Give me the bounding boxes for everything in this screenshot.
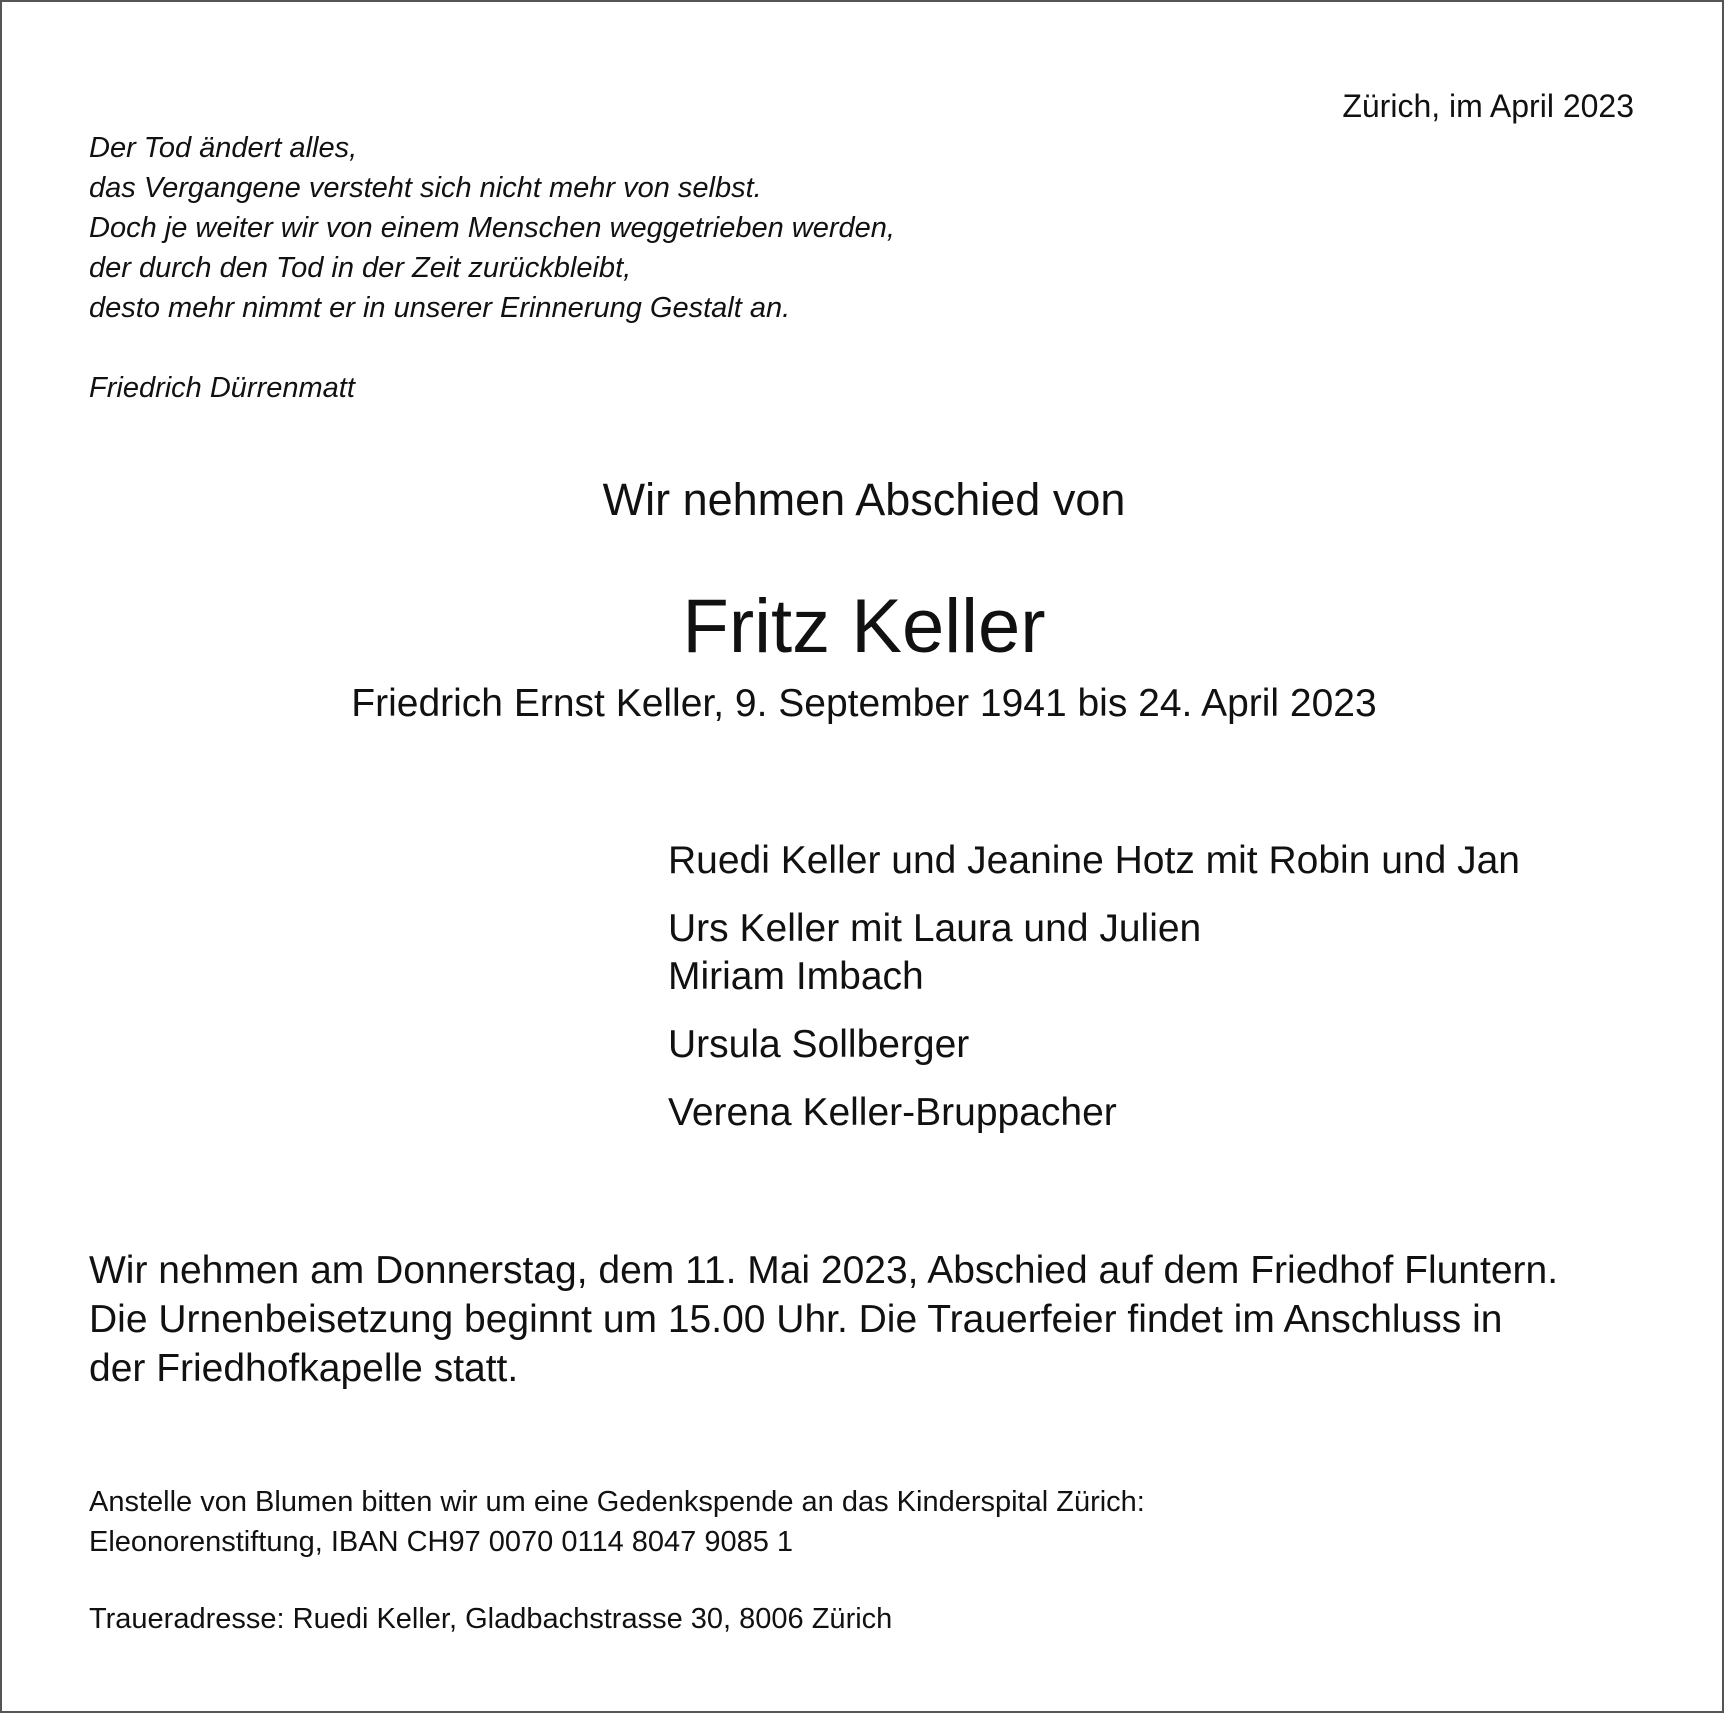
mourner-line: Urs Keller mit Laura und Julien [668,907,1202,950]
deceased-full-name-dates: Friedrich Ernst Keller, 9. September 1941 bis 24. April 2023 [351,682,1377,725]
place-date: Zürich, im April 2023 [1342,88,1634,124]
quote-block [89,128,895,328]
mourner-line: Ruedi Keller und Jeanine Hotz mit Robin und Jan [668,839,1521,882]
mourner-group [668,1021,1520,1069]
mourning-address: Traueradresse: Ruedi Keller, Gladbachstrasse 30, 8006 Zürich [89,1603,893,1635]
mourner-group [668,905,1520,1001]
ceremony-line: der Friedhofkapelle statt. [89,1347,519,1390]
donation-line: Eleonorenstiftung, IBAN CH97 0070 0114 8047 9085 1 [89,1526,794,1558]
quote-line: das Vergangene versteht sich nicht mehr von selbst. [89,172,762,204]
quote-line: desto mehr nimmt er in unserer Erinnerung Gestalt an. [89,292,791,324]
deceased-name: Fritz Keller [682,584,1046,669]
quote-author: Friedrich Dürrenmatt [89,372,355,404]
mourner-group [668,1089,1520,1137]
mourner-line: Ursula Sollberger [668,1023,970,1066]
quote-line: der durch den Tod in der Zeit zurückbleibt, [89,252,632,284]
quote-line: Der Tod ändert alles, [89,132,358,164]
ceremony-line: Die Urnenbeisetzung beginnt um 15.00 Uhr. Die Trauerfeier findet im Anschluss in [89,1298,1503,1341]
farewell-intro: Wir nehmen Abschied von [602,474,1126,525]
ceremony-line: Wir nehmen am Donnerstag, dem 11. Mai 2023, Abschied auf dem Friedhof Fluntern. [89,1249,1559,1292]
donation-request [89,1482,1145,1562]
mourner-line: Verena Keller-Bruppacher [668,1091,1117,1134]
mourner-line: Miriam Imbach [668,955,924,998]
donation-line: Anstelle von Blumen bitten wir um eine Gedenkspende an das Kinderspital Zürich: [89,1486,1145,1518]
quote-line: Doch je weiter wir von einem Menschen weggetrieben werden, [89,212,895,244]
ceremony-details [89,1246,1558,1393]
mourners-list [668,837,1520,1157]
mourner-group [668,837,1520,885]
